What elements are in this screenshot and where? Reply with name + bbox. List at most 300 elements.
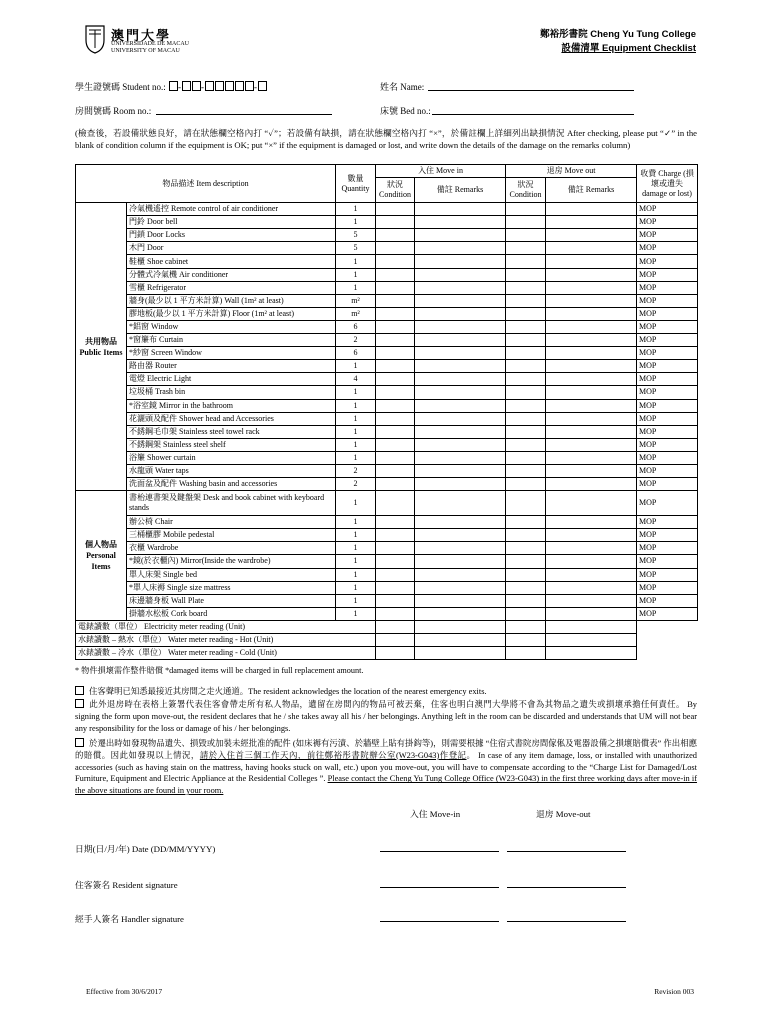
move-in-condition-cell[interactable] xyxy=(376,294,415,307)
item-description: 不銹鋼架 Stainless steel shelf xyxy=(127,438,336,451)
move-in-condition-cell[interactable] xyxy=(376,478,415,491)
item-description: 垃圾桶 Trash bin xyxy=(127,386,336,399)
declaration-3-checkbox[interactable] xyxy=(75,738,84,747)
item-description: 掛牆水松板 Cork board xyxy=(127,607,336,620)
move-out-remarks-cell[interactable] xyxy=(546,412,637,425)
move-out-condition-cell[interactable] xyxy=(506,268,546,281)
revision-number: Revision 003 xyxy=(654,987,694,996)
move-out-remarks-cell[interactable] xyxy=(546,203,637,216)
move-out-remarks-cell[interactable] xyxy=(546,581,637,594)
move-out-remarks-cell[interactable] xyxy=(546,294,637,307)
move-out-condition-cell[interactable] xyxy=(506,281,546,294)
move-in-remarks-cell[interactable] xyxy=(415,464,506,477)
move-in-condition-cell[interactable] xyxy=(376,568,415,581)
move-in-remarks-cell[interactable] xyxy=(415,399,506,412)
item-charge[interactable]: MOP xyxy=(637,542,698,555)
item-charge[interactable]: MOP xyxy=(637,360,698,373)
move-in-remarks-cell[interactable] xyxy=(415,438,506,451)
move-in-condition-cell[interactable] xyxy=(376,451,415,464)
move-in-condition-cell[interactable] xyxy=(376,581,415,594)
item-description: *鏡(於衣櫃內) Mirror(Inside the wardrobe) xyxy=(127,555,336,568)
table-row xyxy=(76,464,698,477)
move-in-column-label: 入住 Move-in xyxy=(410,809,461,819)
table-row xyxy=(76,607,698,620)
item-description: 床邊牆身板 Wall Plate xyxy=(127,594,336,607)
item-charge[interactable]: MOP xyxy=(637,373,698,386)
item-description: 不銹鋼毛巾架 Stainless steel towel rack xyxy=(127,425,336,438)
table-row xyxy=(76,216,698,229)
table-row xyxy=(76,203,698,216)
item-description: 電燈 Electric Light xyxy=(127,373,336,386)
move-in-remarks-cell[interactable] xyxy=(415,581,506,594)
move-in-remarks-cell[interactable] xyxy=(415,529,506,542)
item-quantity: 1 xyxy=(336,581,376,594)
move-in-condition-cell[interactable] xyxy=(376,242,415,255)
move-out-condition-cell[interactable] xyxy=(506,412,546,425)
move-in-meter-condition[interactable] xyxy=(376,647,415,660)
move-out-condition-cell[interactable] xyxy=(506,229,546,242)
table-row xyxy=(76,360,698,373)
damage-note: * 物件損壞需作整件賠償 *damaged items will be charged in full replacement amount. xyxy=(75,666,364,675)
item-charge[interactable]: MOP xyxy=(637,307,698,320)
move-in-condition-cell[interactable] xyxy=(376,334,415,347)
move-in-condition-cell[interactable] xyxy=(376,216,415,229)
move-out-condition-cell[interactable] xyxy=(506,307,546,320)
move-in-remarks-cell[interactable] xyxy=(415,542,506,555)
name-label: 姓名 Name: xyxy=(380,82,425,92)
item-charge[interactable]: MOP xyxy=(637,491,698,516)
move-out-remarks-cell[interactable] xyxy=(546,594,637,607)
move-in-condition-cell[interactable] xyxy=(376,203,415,216)
logo-english-text: UNIVERSIDADE DE MACAU UNIVERSITY OF MACAU xyxy=(111,41,189,54)
equipment-table xyxy=(75,164,698,660)
item-description: 木門 Door xyxy=(127,242,336,255)
move-out-remarks-cell[interactable] xyxy=(546,516,637,529)
item-charge[interactable]: MOP xyxy=(637,451,698,464)
move-in-condition-cell[interactable] xyxy=(376,464,415,477)
move-in-condition-cell[interactable] xyxy=(376,360,415,373)
declaration-1-checkbox[interactable] xyxy=(75,686,84,695)
move-out-column-label: 退房 Move-out xyxy=(536,809,591,819)
move-in-remarks-cell[interactable] xyxy=(415,373,506,386)
move-in-condition-cell[interactable] xyxy=(376,491,415,516)
table-row xyxy=(76,581,698,594)
move-out-meter-remarks[interactable] xyxy=(546,620,637,633)
move-in-remarks-cell[interactable] xyxy=(415,594,506,607)
college-name: 鄭裕彤書院 Cheng Yu Tung College xyxy=(540,29,696,40)
item-description: 門鈴 Door bell xyxy=(127,216,336,229)
item-charge[interactable]: MOP xyxy=(637,334,698,347)
move-out-remarks-cell[interactable] xyxy=(546,229,637,242)
item-quantity: 1 xyxy=(336,203,376,216)
move-in-remarks-cell[interactable] xyxy=(415,360,506,373)
move-in-remarks-cell[interactable] xyxy=(415,425,506,438)
move-out-remarks-cell[interactable] xyxy=(546,425,637,438)
table-row xyxy=(76,542,698,555)
item-quantity: 2 xyxy=(336,464,376,477)
declaration-2: 此外退房時在表格上簽署代表住客會帶走所有私人物品，遺留在房間內的物品可被丟棄，住客也明白澳門大學將不會為其物品之遺失或損壞承擔任何責任。 By signing the form upon move-out, the resident declares that he / she takes away all his / her belongings. Anything left in the room can be discarded and understands that UM will not bear any responsibility for the loss or damage of his / her belongings. xyxy=(75,700,697,733)
move-in-meter-remarks[interactable] xyxy=(415,620,506,633)
item-description: *單人床褥 Single size mattress xyxy=(127,581,336,594)
item-charge[interactable]: MOP xyxy=(637,203,698,216)
item-description: 膠地板(最少以 1 平方米計算) Floor (1m² at least) xyxy=(127,307,336,320)
move-out-remarks-cell[interactable] xyxy=(546,334,637,347)
move-in-date-line[interactable] xyxy=(380,851,499,852)
move-out-remarks-cell[interactable] xyxy=(546,542,637,555)
move-out-remarks-cell[interactable] xyxy=(546,399,637,412)
move-out-condition-cell[interactable] xyxy=(506,542,546,555)
move-in-condition-cell[interactable] xyxy=(376,412,415,425)
move-out-condition-cell[interactable] xyxy=(506,581,546,594)
move-in-remarks-cell[interactable] xyxy=(415,607,506,620)
item-charge[interactable]: MOP xyxy=(637,607,698,620)
move-in-remarks-cell[interactable] xyxy=(415,516,506,529)
item-description: 路由器 Router xyxy=(127,360,336,373)
move-out-condition-cell[interactable] xyxy=(506,216,546,229)
bed-no-field[interactable] xyxy=(380,104,431,117)
move-out-condition-cell[interactable] xyxy=(506,491,546,516)
form-title: 設備清單 Equipment Checklist xyxy=(561,43,696,54)
move-in-meter-remarks[interactable] xyxy=(415,647,506,660)
header-move-out: 退房 Move out xyxy=(506,165,637,178)
item-charge[interactable]: MOP xyxy=(637,255,698,268)
move-in-remarks-cell[interactable] xyxy=(415,268,506,281)
item-charge[interactable]: MOP xyxy=(637,216,698,229)
item-description: 單人床架 Single bed xyxy=(127,568,336,581)
item-quantity: 1 xyxy=(336,216,376,229)
move-out-remarks-cell[interactable] xyxy=(546,255,637,268)
move-in-meter-condition[interactable] xyxy=(376,634,415,647)
move-in-condition-cell[interactable] xyxy=(376,281,415,294)
bed-no-label: 床號 Bed no.: xyxy=(380,106,431,116)
table-row xyxy=(76,334,698,347)
move-out-remarks-cell[interactable] xyxy=(546,373,637,386)
header-quantity: 數量 Quantity xyxy=(336,165,376,203)
header-remarks-in: 備註 Remarks xyxy=(415,178,506,203)
move-out-meter-condition[interactable] xyxy=(506,647,546,660)
item-description: *紗窗 Screen Window xyxy=(127,347,336,360)
item-quantity: 1 xyxy=(336,594,376,607)
move-in-remarks-cell[interactable] xyxy=(415,281,506,294)
item-quantity: 5 xyxy=(336,242,376,255)
item-description: 水龍頭 Water taps xyxy=(127,464,336,477)
move-in-remarks-cell[interactable] xyxy=(415,242,506,255)
item-charge[interactable]: MOP xyxy=(637,438,698,451)
move-out-condition-cell[interactable] xyxy=(506,464,546,477)
move-in-meter-remarks[interactable] xyxy=(415,634,506,647)
move-out-condition-cell[interactable] xyxy=(506,438,546,451)
item-quantity: 1 xyxy=(336,268,376,281)
meter-label: 電錶讀數（單位） Electricity meter reading (Unit) xyxy=(76,620,376,633)
table-row xyxy=(76,294,698,307)
move-out-remarks-cell[interactable] xyxy=(546,242,637,255)
table-row xyxy=(76,320,698,333)
move-in-remarks-cell[interactable] xyxy=(415,229,506,242)
move-out-date-line[interactable] xyxy=(507,851,626,852)
item-quantity: 6 xyxy=(336,347,376,360)
move-out-condition-cell[interactable] xyxy=(506,529,546,542)
item-quantity: 4 xyxy=(336,373,376,386)
date-label: 日期(日/月/年) Date (DD/MM/YYYY) xyxy=(75,844,216,854)
move-out-remarks-cell[interactable] xyxy=(546,491,637,516)
move-out-condition-cell[interactable] xyxy=(506,373,546,386)
move-in-condition-cell[interactable] xyxy=(376,373,415,386)
empty-cell xyxy=(637,634,698,647)
table-row xyxy=(76,229,698,242)
move-out-condition-cell[interactable] xyxy=(506,242,546,255)
item-charge[interactable]: MOP xyxy=(637,281,698,294)
table-row xyxy=(76,568,698,581)
move-in-remarks-cell[interactable] xyxy=(415,320,506,333)
table-row xyxy=(76,307,698,320)
move-in-condition-cell[interactable] xyxy=(376,516,415,529)
table-row xyxy=(76,412,698,425)
item-charge[interactable]: MOP xyxy=(637,294,698,307)
item-quantity: 2 xyxy=(336,478,376,491)
move-in-condition-cell[interactable] xyxy=(376,607,415,620)
move-out-resident-signature-line[interactable] xyxy=(507,887,626,888)
move-out-remarks-cell[interactable] xyxy=(546,529,637,542)
table-row xyxy=(76,268,698,281)
item-charge[interactable]: MOP xyxy=(637,412,698,425)
item-description: 三桶櫃膠 Mobile pedestal xyxy=(127,529,336,542)
student-no-label: 學生證號碼 Student no.: xyxy=(75,82,166,92)
move-out-remarks-cell[interactable] xyxy=(546,607,637,620)
item-description: 辦公椅 Chair xyxy=(127,516,336,529)
move-out-remarks-cell[interactable] xyxy=(546,216,637,229)
move-out-condition-cell[interactable] xyxy=(506,334,546,347)
item-quantity: 1 xyxy=(336,555,376,568)
item-charge[interactable]: MOP xyxy=(637,516,698,529)
room-no-label: 房間號碼 Room no.: xyxy=(75,106,152,116)
move-out-condition-cell[interactable] xyxy=(506,425,546,438)
item-charge[interactable]: MOP xyxy=(637,268,698,281)
move-in-handler-signature-line[interactable] xyxy=(380,921,499,922)
table-row xyxy=(76,425,698,438)
move-out-remarks-cell[interactable] xyxy=(546,451,637,464)
move-out-condition-cell[interactable] xyxy=(506,555,546,568)
move-in-condition-cell[interactable] xyxy=(376,438,415,451)
move-in-remarks-cell[interactable] xyxy=(415,216,506,229)
table-row xyxy=(76,373,698,386)
move-out-remarks-cell[interactable] xyxy=(546,555,637,568)
item-quantity: 5 xyxy=(336,229,376,242)
move-out-remarks-cell[interactable] xyxy=(546,347,637,360)
move-in-remarks-cell[interactable] xyxy=(415,491,506,516)
move-out-remarks-cell[interactable] xyxy=(546,568,637,581)
move-out-condition-cell[interactable] xyxy=(506,478,546,491)
move-out-handler-signature-line[interactable] xyxy=(507,921,626,922)
move-in-condition-cell[interactable] xyxy=(376,307,415,320)
move-in-remarks-cell[interactable] xyxy=(415,334,506,347)
item-charge[interactable]: MOP xyxy=(637,386,698,399)
move-in-remarks-cell[interactable] xyxy=(415,255,506,268)
item-quantity: 1 xyxy=(336,438,376,451)
crest-icon xyxy=(84,24,106,54)
meter-label: 水錶讀數 – 冷水（單位） Water meter reading - Cold (Unit) xyxy=(76,647,376,660)
item-charge[interactable]: MOP xyxy=(637,399,698,412)
meter-row xyxy=(76,634,698,647)
item-quantity: m² xyxy=(336,294,376,307)
student-no-field[interactable]: 學生證號碼 Student no.: - - - xyxy=(75,80,267,93)
move-in-remarks-cell[interactable] xyxy=(415,203,506,216)
item-quantity: 1 xyxy=(336,399,376,412)
move-out-remarks-cell[interactable] xyxy=(546,386,637,399)
empty-cell xyxy=(637,620,698,633)
move-in-remarks-cell[interactable] xyxy=(415,307,506,320)
move-in-remarks-cell[interactable] xyxy=(415,568,506,581)
table-row xyxy=(76,438,698,451)
item-charge[interactable]: MOP xyxy=(637,581,698,594)
item-description: 門鎖 Door Locks xyxy=(127,229,336,242)
item-quantity: 1 xyxy=(336,491,376,516)
table-row xyxy=(76,281,698,294)
item-quantity: 1 xyxy=(336,255,376,268)
move-in-remarks-cell[interactable] xyxy=(415,294,506,307)
item-charge[interactable]: MOP xyxy=(637,529,698,542)
move-out-condition-cell[interactable] xyxy=(506,347,546,360)
table-row xyxy=(76,555,698,568)
move-out-condition-cell[interactable] xyxy=(506,568,546,581)
table-row xyxy=(76,491,698,516)
item-quantity: 1 xyxy=(336,529,376,542)
move-out-condition-cell[interactable] xyxy=(506,360,546,373)
resident-signature-label: 住客簽名 Resident signature xyxy=(75,880,178,890)
move-out-condition-cell[interactable] xyxy=(506,294,546,307)
item-charge[interactable]: MOP xyxy=(637,242,698,255)
table-row xyxy=(76,451,698,464)
name-field[interactable] xyxy=(380,80,424,93)
move-out-condition-cell[interactable] xyxy=(506,203,546,216)
move-in-remarks-cell[interactable] xyxy=(415,347,506,360)
item-description: 雪櫃 Refrigerator xyxy=(127,281,336,294)
move-out-condition-cell[interactable] xyxy=(506,516,546,529)
move-out-remarks-cell[interactable] xyxy=(546,268,637,281)
item-quantity: 1 xyxy=(336,516,376,529)
room-no-field[interactable] xyxy=(75,104,151,117)
table-row xyxy=(76,478,698,491)
move-in-resident-signature-line[interactable] xyxy=(380,887,499,888)
move-out-condition-cell[interactable] xyxy=(506,386,546,399)
table-row xyxy=(76,386,698,399)
item-description: 分體式冷氣機 Air conditioner xyxy=(127,268,336,281)
effective-date: Effective from 30/6/2017 xyxy=(86,987,163,996)
move-in-condition-cell[interactable] xyxy=(376,555,415,568)
move-out-meter-remarks[interactable] xyxy=(546,647,637,660)
move-in-condition-cell[interactable] xyxy=(376,255,415,268)
header-condition-in: 狀況 Condition xyxy=(376,178,415,203)
item-description: 衣櫃 Wardrobe xyxy=(127,542,336,555)
move-in-condition-cell[interactable] xyxy=(376,399,415,412)
move-out-remarks-cell[interactable] xyxy=(546,464,637,477)
move-out-remarks-cell[interactable] xyxy=(546,281,637,294)
table-row xyxy=(76,516,698,529)
handler-signature-label: 經手人簽名 Handler signature xyxy=(75,914,184,924)
move-in-condition-cell[interactable] xyxy=(376,594,415,607)
table-row xyxy=(76,255,698,268)
item-description: 鞋櫃 Shoe cabinet xyxy=(127,255,336,268)
move-out-meter-remarks[interactable] xyxy=(546,634,637,647)
item-charge[interactable]: MOP xyxy=(637,320,698,333)
logo-chinese-text: 澳門大學 xyxy=(111,28,172,43)
move-in-condition-cell[interactable] xyxy=(376,542,415,555)
table-row xyxy=(76,347,698,360)
item-charge[interactable]: MOP xyxy=(637,594,698,607)
move-out-remarks-cell[interactable] xyxy=(546,320,637,333)
move-out-condition-cell[interactable] xyxy=(506,399,546,412)
item-description: 書枱連書架及鍵盤架 Desk and book cabinet with keyboard stands xyxy=(127,491,336,516)
item-charge[interactable]: MOP xyxy=(637,568,698,581)
meter-row xyxy=(76,647,698,660)
public-items-label: 共用物品 Public Items xyxy=(76,203,127,491)
move-out-remarks-cell[interactable] xyxy=(546,307,637,320)
declaration-2-checkbox[interactable] xyxy=(75,699,84,708)
university-logo xyxy=(84,22,189,58)
move-out-meter-condition[interactable] xyxy=(506,634,546,647)
move-in-remarks-cell[interactable] xyxy=(415,451,506,464)
table-row xyxy=(76,242,698,255)
move-in-condition-cell[interactable] xyxy=(376,347,415,360)
item-description: 冷氣機遙控 Remote control of air conditioner xyxy=(127,203,336,216)
move-out-condition-cell[interactable] xyxy=(506,607,546,620)
move-in-condition-cell[interactable] xyxy=(376,320,415,333)
item-quantity: 1 xyxy=(336,542,376,555)
item-charge[interactable]: MOP xyxy=(637,229,698,242)
move-out-condition-cell[interactable] xyxy=(506,594,546,607)
meter-row xyxy=(76,620,698,633)
item-charge[interactable]: MOP xyxy=(637,347,698,360)
move-in-condition-cell[interactable] xyxy=(376,229,415,242)
move-in-condition-cell[interactable] xyxy=(376,268,415,281)
empty-cell xyxy=(637,647,698,660)
move-out-remarks-cell[interactable] xyxy=(546,478,637,491)
item-charge[interactable]: MOP xyxy=(637,464,698,477)
item-quantity: 2 xyxy=(336,334,376,347)
move-in-remarks-cell[interactable] xyxy=(415,555,506,568)
move-in-condition-cell[interactable] xyxy=(376,425,415,438)
item-quantity: 1 xyxy=(336,281,376,294)
item-quantity: 6 xyxy=(336,320,376,333)
move-in-condition-cell[interactable] xyxy=(376,529,415,542)
move-out-condition-cell[interactable] xyxy=(506,255,546,268)
item-quantity: 1 xyxy=(336,425,376,438)
header-charge: 收費 Charge (損壞或遺失 damage or lost) xyxy=(637,165,698,203)
item-charge[interactable]: MOP xyxy=(637,555,698,568)
item-description: 牆身(最少以 1 平方米計算) Wall (1m² at least) xyxy=(127,294,336,307)
declaration-3: 於遷出時如發現物品遺失、損毀或加裝未經批准的配件 (如床褥有污漬、於牆壁上貼有掛鈎等)，則需要根據 “住宿式書院房間傢俬及電器設備之損壞賠償表” 作出相應的賠償。因此如發現以上情況，請於入住首三個工作天內，前往鄭裕彤書院辦公室(W23-G043)作登記。 In case of any item damage, loss, or installed with unauthorized accessories (such as having stain on the mattress, having hooks stuck on wall, etc.) upon you move-out, you will have to compensate according to the “Charge List for Damaged/Lost Furniture, Equipment and Electric Appliance at the Residential Colleges ”. Please contact the Cheng Yu Tung College Office (W23-G043) in the first three working days after move-in if the above situations are found in your room. xyxy=(75,739,698,796)
move-in-remarks-cell[interactable] xyxy=(415,412,506,425)
header-condition-out: 狀況 Condition xyxy=(506,178,546,203)
move-in-meter-condition[interactable] xyxy=(376,620,415,633)
college-heading xyxy=(540,28,696,56)
item-description: 浴簾 Shower curtain xyxy=(127,451,336,464)
move-in-condition-cell[interactable] xyxy=(376,386,415,399)
table-row xyxy=(76,594,698,607)
item-charge[interactable]: MOP xyxy=(637,478,698,491)
move-out-condition-cell[interactable] xyxy=(506,451,546,464)
move-out-remarks-cell[interactable] xyxy=(546,438,637,451)
item-description: *浴室鏡 Mirror in the bathroom xyxy=(127,399,336,412)
move-in-remarks-cell[interactable] xyxy=(415,478,506,491)
move-in-remarks-cell[interactable] xyxy=(415,386,506,399)
move-out-remarks-cell[interactable] xyxy=(546,360,637,373)
move-out-condition-cell[interactable] xyxy=(506,320,546,333)
item-charge[interactable]: MOP xyxy=(637,425,698,438)
item-description: 花灑頭及配件 Shower head and Accessories xyxy=(127,412,336,425)
personal-items-label: 個人物品 Personal Items xyxy=(76,491,127,621)
move-out-meter-condition[interactable] xyxy=(506,620,546,633)
item-quantity: 1 xyxy=(336,451,376,464)
